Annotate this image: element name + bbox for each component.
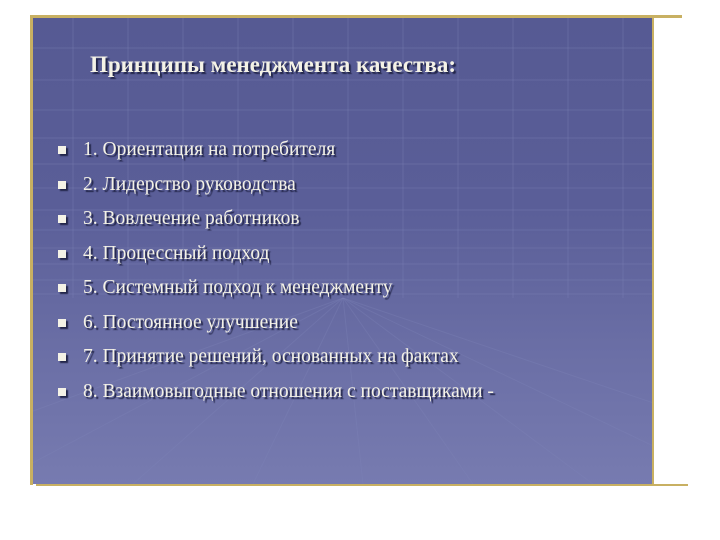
slide-panel	[33, 18, 652, 484]
list-item-text: 4. Процессный подход	[83, 242, 270, 264]
list-item-text: 7. Принятие решений, основанных на фактах	[83, 346, 459, 367]
list-item-text: 3. Вовлечение работников	[83, 208, 300, 229]
list-item-text: 8. Взаимовыгодные отношения с поставщиками -	[83, 380, 494, 402]
square-bullet-icon	[58, 146, 66, 154]
list-item	[56, 306, 494, 341]
frame-line-right	[652, 15, 654, 485]
square-bullet-icon	[58, 319, 66, 327]
square-bullet-icon	[58, 353, 66, 361]
list-item-text: 2. Лидерство руководства	[83, 173, 296, 195]
list-item-text: 6. Постоянное улучшение	[83, 311, 298, 333]
square-bullet-icon	[58, 284, 66, 292]
slide-title: Принципы менеджмента качества:	[90, 52, 456, 77]
frame-line-bottom	[36, 484, 688, 486]
principles-list	[56, 133, 494, 409]
list-item	[56, 340, 494, 375]
square-bullet-icon	[58, 250, 66, 258]
list-item	[56, 375, 494, 410]
list-item	[56, 237, 494, 272]
list-item	[56, 133, 494, 168]
square-bullet-icon	[58, 388, 66, 396]
list-item	[56, 271, 494, 306]
list-item-text: 1. Ориентация на потребителя	[83, 139, 336, 160]
square-bullet-icon	[58, 215, 66, 223]
square-bullet-icon	[58, 181, 66, 189]
list-item	[56, 168, 494, 203]
list-item-text: 5. Системный подход к менеджменту	[83, 277, 393, 298]
list-item	[56, 202, 494, 237]
